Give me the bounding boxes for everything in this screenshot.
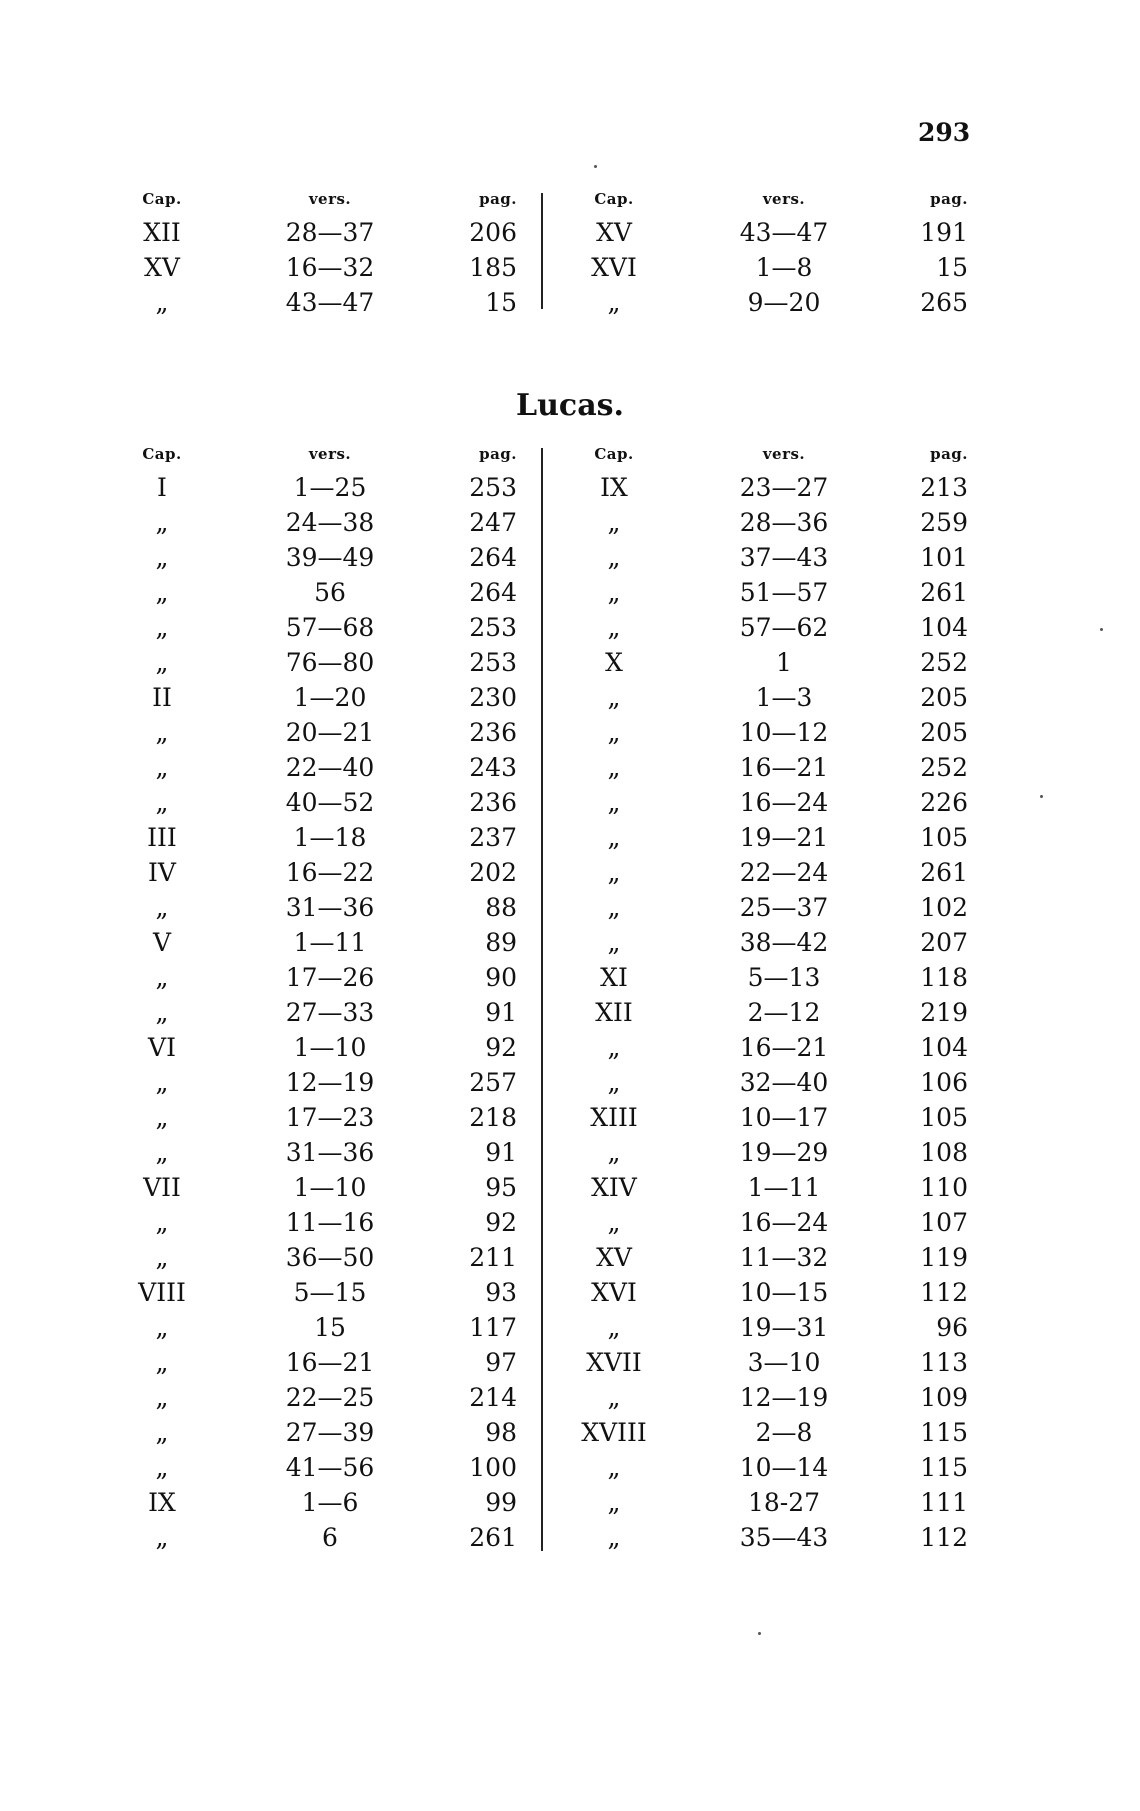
left-vers-cell: 57—68 <box>285 613 375 642</box>
right-pag-cell: 213 <box>920 473 968 502</box>
right-pag-cell: 115 <box>920 1418 968 1447</box>
left-pag-cell: 99 <box>485 1488 517 1517</box>
left-vers-cell: 1—25 <box>293 473 367 502</box>
table-row <box>0 1415 1140 1450</box>
left-pag-cell: 253 <box>469 648 517 677</box>
right-vers-cell: 11—32 <box>739 1243 829 1272</box>
right-pag-cell: 252 <box>920 753 968 782</box>
table-row <box>0 1135 1140 1170</box>
right-cap-cell: „ <box>607 1453 621 1482</box>
right-vers-cell: 9—20 <box>747 288 821 317</box>
right-cap-cell: „ <box>607 1068 621 1097</box>
left-cap-cell: „ <box>155 1138 169 1167</box>
right-pag-cell: 226 <box>920 788 968 817</box>
right-vers-cell: 1 <box>776 648 792 677</box>
right-vers-cell: 2—8 <box>755 1418 813 1447</box>
left-pag-cell: 218 <box>469 1103 517 1132</box>
right-vers-cell: 3—10 <box>747 1348 821 1377</box>
table-row <box>0 1310 1140 1345</box>
right-vers-cell: 16—21 <box>739 1033 829 1062</box>
right-pag-cell: 261 <box>920 858 968 887</box>
left-vers-cell: 17—26 <box>285 963 375 992</box>
left-cap-cell: „ <box>155 788 169 817</box>
table-row <box>0 820 1140 855</box>
right-cap-cell: „ <box>607 1488 621 1517</box>
left-vers-cell: 6 <box>322 1523 338 1552</box>
right-cap-cell: „ <box>607 788 621 817</box>
left-cap-cell: III <box>147 823 177 852</box>
right-cap-cell: „ <box>607 1383 621 1412</box>
table-row <box>0 505 1140 540</box>
table-row <box>0 285 1140 320</box>
table-row <box>0 1205 1140 1240</box>
right-cap-cell: „ <box>607 1313 621 1342</box>
section-title: Lucas. <box>516 388 624 423</box>
scan-speck <box>1040 795 1043 798</box>
left-vers-cell: 12—19 <box>285 1068 375 1097</box>
left-vers-cell: 28—37 <box>285 218 375 247</box>
table-row <box>0 1275 1140 1310</box>
right-cap-cell: „ <box>607 578 621 607</box>
right-vers-cell: 16—24 <box>739 1208 829 1237</box>
left-cap-cell: „ <box>155 753 169 782</box>
left-pag-cell: 214 <box>469 1383 517 1412</box>
header-pag-left: pag. <box>479 445 517 463</box>
left-cap-cell: I <box>157 473 167 502</box>
left-pag-cell: 97 <box>485 1348 517 1377</box>
right-pag-cell: 15 <box>936 253 968 282</box>
right-pag-cell: 207 <box>920 928 968 957</box>
left-pag-cell: 243 <box>469 753 517 782</box>
table-row <box>0 750 1140 785</box>
left-pag-cell: 92 <box>485 1208 517 1237</box>
right-pag-cell: 113 <box>920 1348 968 1377</box>
left-cap-cell: „ <box>155 718 169 747</box>
left-vers-cell: 11—16 <box>285 1208 375 1237</box>
left-pag-cell: 247 <box>469 508 517 537</box>
right-pag-cell: 265 <box>920 288 968 317</box>
right-vers-cell: 19—21 <box>739 823 829 852</box>
right-vers-cell: 10—12 <box>739 718 829 747</box>
left-cap-cell: „ <box>155 1068 169 1097</box>
right-pag-cell: 96 <box>936 1313 968 1342</box>
right-cap-cell: „ <box>607 823 621 852</box>
left-cap-cell: „ <box>155 543 169 572</box>
header-cap-left: Cap. <box>142 190 182 208</box>
right-pag-cell: 205 <box>920 683 968 712</box>
right-vers-cell: 22—24 <box>739 858 829 887</box>
header-pag-right: pag. <box>930 190 968 208</box>
right-vers-cell: 12—19 <box>739 1383 829 1412</box>
left-cap-cell: „ <box>155 1348 169 1377</box>
left-pag-cell: 117 <box>469 1313 517 1342</box>
right-vers-cell: 1—8 <box>755 253 813 282</box>
right-cap-cell: „ <box>607 928 621 957</box>
header-cap-right: Cap. <box>594 190 634 208</box>
left-vers-cell: 1—20 <box>293 683 367 712</box>
right-cap-cell: „ <box>607 1033 621 1062</box>
left-pag-cell: 257 <box>469 1068 517 1097</box>
right-cap-cell: „ <box>607 683 621 712</box>
left-pag-cell: 88 <box>485 893 517 922</box>
left-vers-cell: 22—40 <box>285 753 375 782</box>
left-pag-cell: 89 <box>485 928 517 957</box>
left-cap-cell: „ <box>155 1418 169 1447</box>
left-pag-cell: 237 <box>469 823 517 852</box>
left-vers-cell: 1—10 <box>293 1173 367 1202</box>
header-vers-right: vers. <box>762 190 806 208</box>
left-cap-cell: „ <box>155 508 169 537</box>
table-row <box>0 1450 1140 1485</box>
left-pag-cell: 264 <box>469 578 517 607</box>
right-pag-cell: 219 <box>920 998 968 1027</box>
right-vers-cell: 1—11 <box>747 1173 821 1202</box>
right-vers-cell: 38—42 <box>739 928 829 957</box>
table-row <box>0 250 1140 285</box>
left-pag-cell: 253 <box>469 473 517 502</box>
right-vers-cell: 19—31 <box>739 1313 829 1342</box>
left-cap-cell: V <box>152 928 172 957</box>
table-row <box>0 890 1140 925</box>
table-row <box>0 470 1140 505</box>
left-cap-cell: VI <box>148 1033 176 1062</box>
header-pag-left: pag. <box>479 190 517 208</box>
right-pag-cell: 259 <box>920 508 968 537</box>
scan-speck <box>758 1632 761 1635</box>
header-pag-right: pag. <box>930 445 968 463</box>
right-pag-cell: 111 <box>920 1488 968 1517</box>
right-pag-cell: 205 <box>920 718 968 747</box>
right-vers-cell: 51—57 <box>739 578 829 607</box>
left-vers-cell: 24—38 <box>285 508 375 537</box>
right-pag-cell: 102 <box>920 893 968 922</box>
right-cap-cell: „ <box>607 858 621 887</box>
right-cap-cell: XV <box>596 218 632 247</box>
right-vers-cell: 37—43 <box>739 543 829 572</box>
right-pag-cell: 104 <box>920 1033 968 1062</box>
header-cap-right: Cap. <box>594 445 634 463</box>
table-row <box>0 610 1140 645</box>
right-vers-cell: 10—15 <box>739 1278 829 1307</box>
left-vers-cell: 43—47 <box>285 288 375 317</box>
right-pag-cell: 118 <box>920 963 968 992</box>
left-pag-cell: 92 <box>485 1033 517 1062</box>
left-cap-cell: IV <box>148 858 176 887</box>
left-vers-cell: 16—21 <box>285 1348 375 1377</box>
left-pag-cell: 202 <box>469 858 517 887</box>
right-vers-cell: 18-27 <box>747 1488 821 1517</box>
right-cap-cell: „ <box>607 613 621 642</box>
table-row <box>0 1240 1140 1275</box>
left-pag-cell: 100 <box>469 1453 517 1482</box>
scan-speck <box>594 165 597 168</box>
table-row <box>0 785 1140 820</box>
table-row <box>0 855 1140 890</box>
header-vers-right: vers. <box>762 445 806 463</box>
right-pag-cell: 104 <box>920 613 968 642</box>
table-row <box>0 1485 1140 1520</box>
right-pag-cell: 112 <box>920 1278 968 1307</box>
right-cap-cell: „ <box>607 1138 621 1167</box>
right-cap-cell: XVI <box>591 1278 637 1307</box>
right-cap-cell: „ <box>607 893 621 922</box>
right-vers-cell: 43—47 <box>739 218 829 247</box>
left-cap-cell: IX <box>148 1488 176 1517</box>
left-vers-cell: 20—21 <box>285 718 375 747</box>
left-cap-cell: „ <box>155 1383 169 1412</box>
right-pag-cell: 261 <box>920 578 968 607</box>
right-pag-cell: 108 <box>920 1138 968 1167</box>
right-cap-cell: XII <box>595 998 633 1027</box>
table-row <box>0 215 1140 250</box>
left-cap-cell: „ <box>155 1313 169 1342</box>
right-cap-cell: „ <box>607 508 621 537</box>
right-cap-cell: XI <box>600 963 628 992</box>
left-pag-cell: 206 <box>469 218 517 247</box>
left-vers-cell: 27—33 <box>285 998 375 1027</box>
left-vers-cell: 1—18 <box>293 823 367 852</box>
right-pag-cell: 101 <box>920 543 968 572</box>
right-vers-cell: 16—21 <box>739 753 829 782</box>
right-vers-cell: 19—29 <box>739 1138 829 1167</box>
left-cap-cell: XII <box>143 218 181 247</box>
right-cap-cell: „ <box>607 543 621 572</box>
left-pag-cell: 253 <box>469 613 517 642</box>
right-cap-cell: XIII <box>590 1103 638 1132</box>
table-row <box>0 995 1140 1030</box>
right-cap-cell: XVI <box>591 253 637 282</box>
left-cap-cell: „ <box>155 1208 169 1237</box>
right-vers-cell: 23—27 <box>739 473 829 502</box>
right-cap-cell: „ <box>607 1523 621 1552</box>
left-vers-cell: 22—25 <box>285 1383 375 1412</box>
right-pag-cell: 105 <box>920 823 968 852</box>
table-row <box>0 1345 1140 1380</box>
left-cap-cell: II <box>152 683 172 712</box>
left-cap-cell: „ <box>155 1103 169 1132</box>
left-vers-cell: 39—49 <box>285 543 375 572</box>
right-pag-cell: 115 <box>920 1453 968 1482</box>
left-pag-cell: 91 <box>485 1138 517 1167</box>
left-vers-cell: 5—15 <box>293 1278 367 1307</box>
left-pag-cell: 93 <box>485 1278 517 1307</box>
left-vers-cell: 40—52 <box>285 788 375 817</box>
left-cap-cell: VIII <box>138 1278 186 1307</box>
left-pag-cell: 98 <box>485 1418 517 1447</box>
header-cap-left: Cap. <box>142 445 182 463</box>
left-vers-cell: 1—6 <box>301 1488 359 1517</box>
left-vers-cell: 56 <box>314 578 346 607</box>
left-pag-cell: 95 <box>485 1173 517 1202</box>
table-row <box>0 645 1140 680</box>
left-cap-cell: „ <box>155 1453 169 1482</box>
table-row <box>0 1170 1140 1205</box>
right-vers-cell: 57—62 <box>739 613 829 642</box>
page-number: 293 <box>918 118 971 147</box>
table-row <box>0 1065 1140 1100</box>
right-cap-cell: XV <box>596 1243 632 1272</box>
right-cap-cell: „ <box>607 718 621 747</box>
right-cap-cell: IX <box>600 473 628 502</box>
table-row <box>0 1100 1140 1135</box>
left-cap-cell: „ <box>155 578 169 607</box>
right-vers-cell: 5—13 <box>747 963 821 992</box>
table-row <box>0 575 1140 610</box>
left-cap-cell: „ <box>155 648 169 677</box>
left-cap-cell: „ <box>155 1523 169 1552</box>
right-pag-cell: 119 <box>920 1243 968 1272</box>
right-cap-cell: XIV <box>591 1173 637 1202</box>
left-vers-cell: 17—23 <box>285 1103 375 1132</box>
right-pag-cell: 109 <box>920 1383 968 1412</box>
right-vers-cell: 2—12 <box>747 998 821 1027</box>
right-pag-cell: 252 <box>920 648 968 677</box>
left-cap-cell: „ <box>155 963 169 992</box>
right-vers-cell: 25—37 <box>739 893 829 922</box>
table-row <box>0 1520 1140 1555</box>
table-row <box>0 680 1140 715</box>
right-cap-cell: XVIII <box>581 1418 647 1447</box>
left-pag-cell: 261 <box>469 1523 517 1552</box>
right-pag-cell: 105 <box>920 1103 968 1132</box>
left-vers-cell: 1—11 <box>293 928 367 957</box>
left-vers-cell: 31—36 <box>285 893 375 922</box>
right-cap-cell: „ <box>607 1208 621 1237</box>
right-cap-cell: XVII <box>586 1348 642 1377</box>
right-vers-cell: 1—3 <box>755 683 813 712</box>
left-cap-cell: VII <box>143 1173 181 1202</box>
left-cap-cell: „ <box>155 288 169 317</box>
table-row <box>0 1030 1140 1065</box>
table-row <box>0 960 1140 995</box>
left-vers-cell: 27—39 <box>285 1418 375 1447</box>
left-pag-cell: 211 <box>469 1243 517 1272</box>
right-vers-cell: 28—36 <box>739 508 829 537</box>
header-vers-left: vers. <box>308 445 352 463</box>
right-pag-cell: 110 <box>920 1173 968 1202</box>
left-cap-cell: „ <box>155 998 169 1027</box>
right-pag-cell: 112 <box>920 1523 968 1552</box>
left-cap-cell: XV <box>144 253 180 282</box>
left-vers-cell: 31—36 <box>285 1138 375 1167</box>
right-cap-cell: „ <box>607 753 621 782</box>
left-pag-cell: 90 <box>485 963 517 992</box>
left-cap-cell: „ <box>155 1243 169 1272</box>
right-pag-cell: 106 <box>920 1068 968 1097</box>
scan-speck <box>1100 628 1103 631</box>
left-pag-cell: 264 <box>469 543 517 572</box>
right-vers-cell: 10—17 <box>739 1103 829 1132</box>
right-pag-cell: 191 <box>920 218 968 247</box>
table-row <box>0 925 1140 960</box>
left-vers-cell: 16—22 <box>285 858 375 887</box>
left-vers-cell: 41—56 <box>285 1453 375 1482</box>
right-vers-cell: 10—14 <box>739 1453 829 1482</box>
left-vers-cell: 76—80 <box>285 648 375 677</box>
header-vers-left: vers. <box>308 190 352 208</box>
left-pag-cell: 185 <box>469 253 517 282</box>
left-vers-cell: 15 <box>314 1313 346 1342</box>
left-pag-cell: 236 <box>469 788 517 817</box>
left-cap-cell: „ <box>155 613 169 642</box>
left-vers-cell: 36—50 <box>285 1243 375 1272</box>
left-pag-cell: 236 <box>469 718 517 747</box>
table-row <box>0 1380 1140 1415</box>
right-vers-cell: 35—43 <box>739 1523 829 1552</box>
left-vers-cell: 1—10 <box>293 1033 367 1062</box>
right-cap-cell: X <box>605 648 623 677</box>
left-vers-cell: 16—32 <box>285 253 375 282</box>
table-row <box>0 540 1140 575</box>
left-pag-cell: 230 <box>469 683 517 712</box>
left-pag-cell: 15 <box>485 288 517 317</box>
right-cap-cell: „ <box>607 288 621 317</box>
right-pag-cell: 107 <box>920 1208 968 1237</box>
right-vers-cell: 32—40 <box>739 1068 829 1097</box>
left-pag-cell: 91 <box>485 998 517 1027</box>
left-cap-cell: „ <box>155 893 169 922</box>
table-row <box>0 715 1140 750</box>
right-vers-cell: 16—24 <box>739 788 829 817</box>
